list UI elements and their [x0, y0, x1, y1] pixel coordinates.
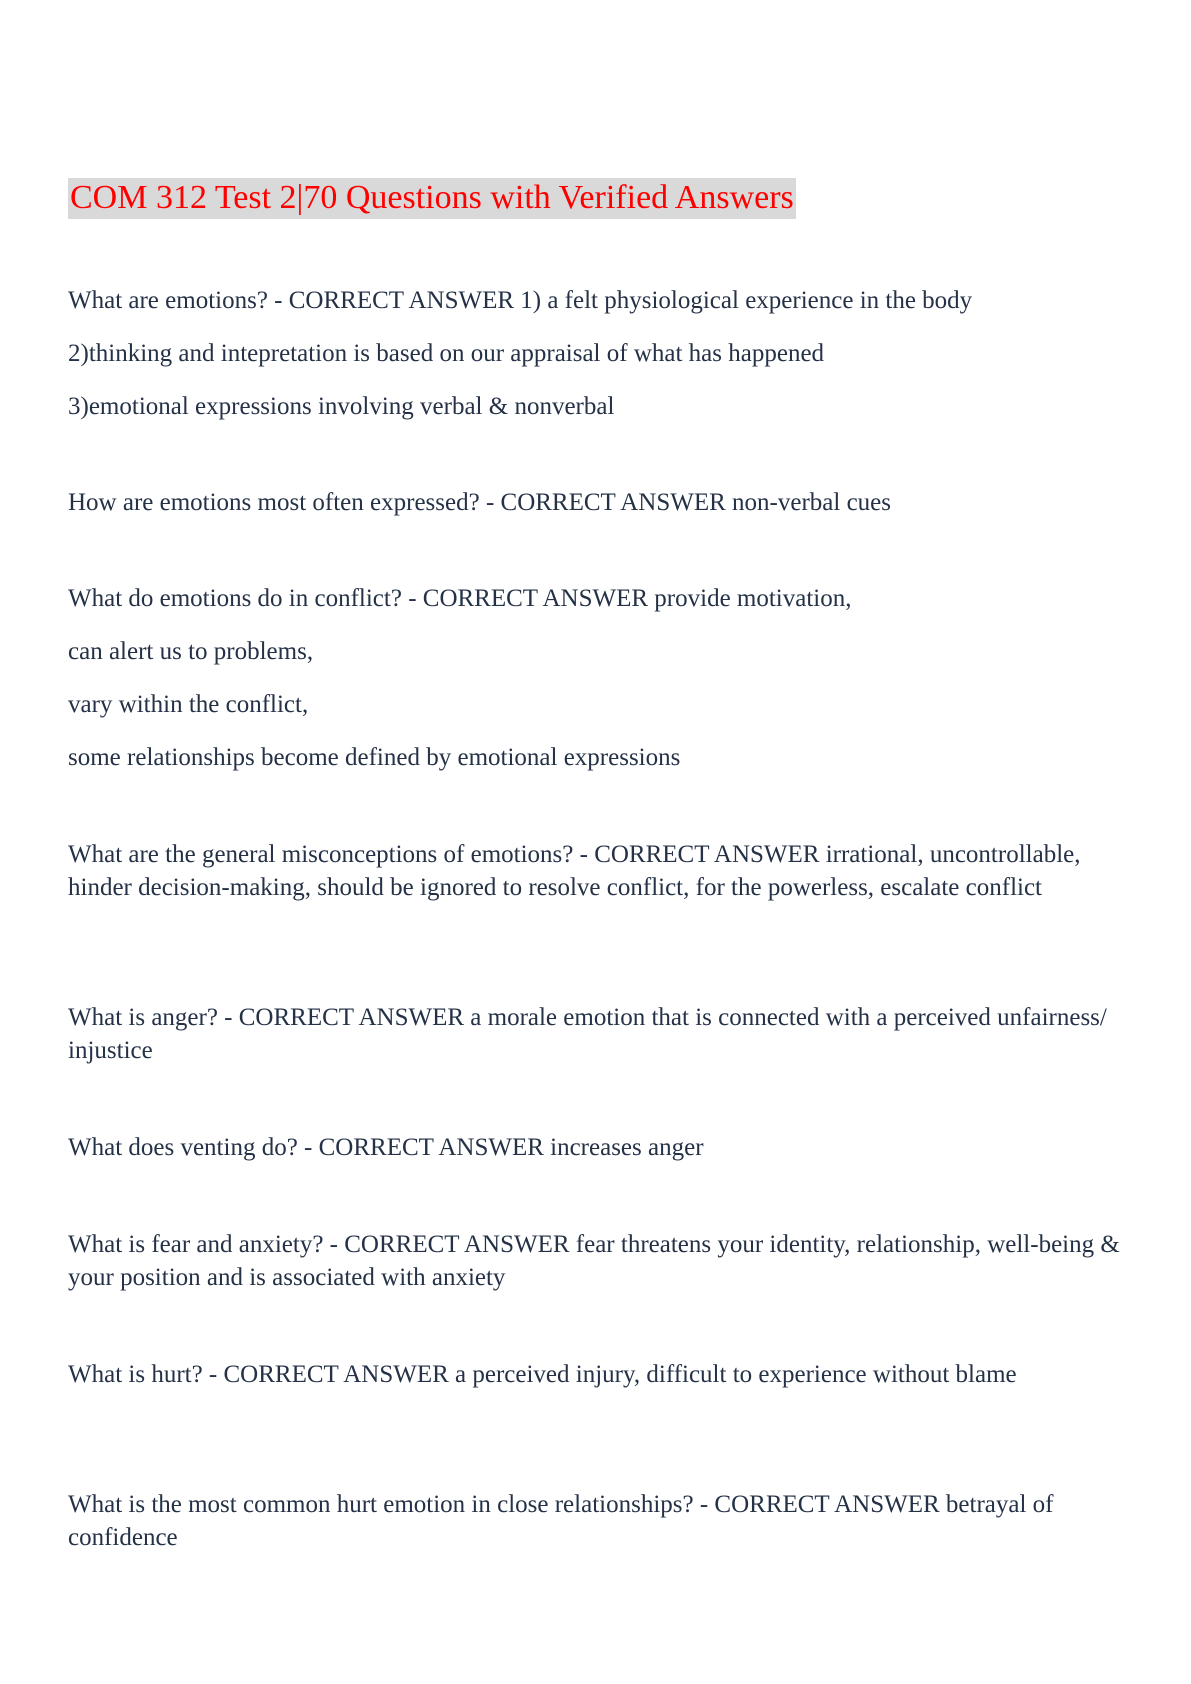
- qa-entry-misconceptions: What are the general misconceptions of emotions? - CORRECT ANSWER irrational, uncontrollable, hinder decision-making, should be ignored to resolve conflict, for the powerless, escalate conflict: [68, 841, 1081, 901]
- qa-entry-fear-anxiety: What is fear and anxiety? - CORRECT ANSWER fear threatens your identity, relationship, well-being & your position and is associated with anxiety: [68, 1231, 1120, 1291]
- qa-line: What are emotions? - CORRECT ANSWER 1) a felt physiological experience in the body: [68, 287, 973, 314]
- qa-entry-emotions-in-conflict: [68, 572, 1128, 784]
- qa-entry-hurt: What is hurt? - CORRECT ANSWER a perceived injury, difficult to experience without blame: [68, 1361, 1017, 1388]
- qa-line: some relationships become defined by emotional expressions: [68, 744, 681, 771]
- qa-entry-common-hurt: What is the most common hurt emotion in close relationships? - CORRECT ANSWER betrayal of confidence: [68, 1491, 1054, 1551]
- qa-line: How are emotions most often expressed? - CORRECT ANSWER non-verbal cues: [68, 489, 891, 516]
- qa-entry-anger: What is anger? - CORRECT ANSWER a morale emotion that is connected with a perceived unfairness/ injustice: [68, 1004, 1107, 1064]
- qa-line: can alert us to problems,: [68, 638, 314, 665]
- qa-line: 3)emotional expressions involving verbal & nonverbal: [68, 393, 615, 420]
- qa-entry-what-are-emotions: [68, 274, 1128, 433]
- qa-entry-how-expressed: [68, 476, 1128, 529]
- qa-entry-venting: What does venting do? - CORRECT ANSWER increases anger: [68, 1134, 704, 1161]
- qa-line: What do emotions do in conflict? - CORRECT ANSWER provide motivation,: [68, 585, 852, 612]
- document-title: COM 312 Test 2|70 Questions with Verified Answers: [68, 178, 796, 219]
- qa-line: vary within the conflict,: [68, 691, 309, 718]
- qa-line: 2)thinking and intepretation is based on our appraisal of what has happened: [68, 340, 825, 367]
